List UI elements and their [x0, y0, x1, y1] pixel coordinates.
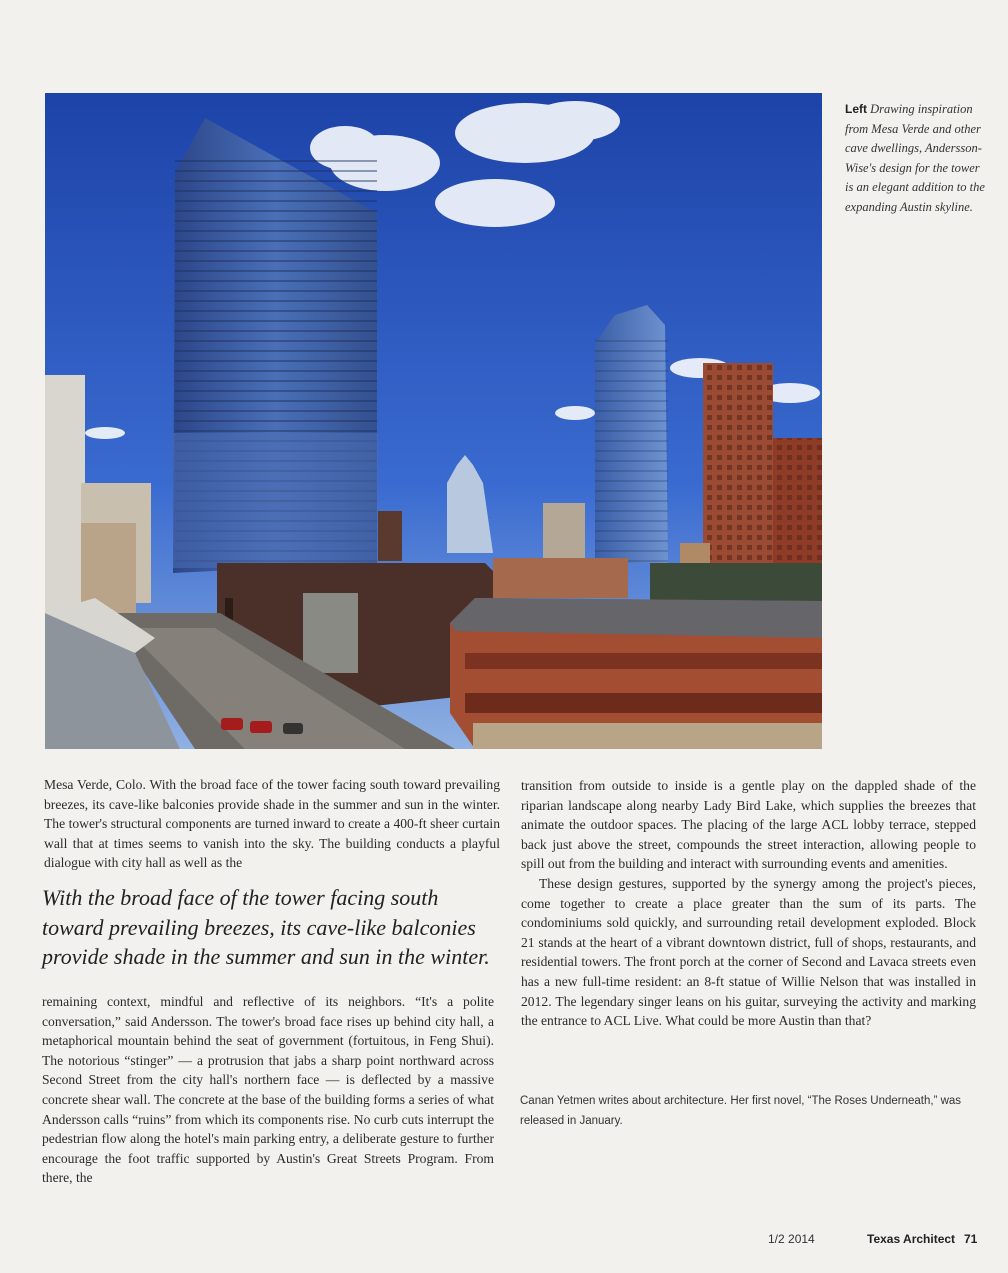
caption-text: Drawing inspiration from Mesa Verde and other cave dwellings, Andersson-Wise's design for the tower is an elegant addition to the expanding Austin skyline. [845, 102, 985, 214]
pull-quote: With the broad face of the tower facing south toward prevailing breezes, its cave-like balconies provide shade in the summer and sun in the winter. [42, 885, 490, 969]
photo-caption [845, 100, 985, 218]
magazine-name: Texas Architect [867, 1232, 956, 1246]
caption-lead: Left [845, 102, 867, 116]
skyline-photo [45, 93, 822, 749]
body-column-2 [521, 776, 976, 1031]
body-paragraph: remaining context, mindful and reflective of its neighbors. “It's a polite conversation,” said Andersson. The tower's broad face rises up behind city hall, a metaphorical mountain behind the seat of government (fortuitous, in Feng Shui). The notorious “stinger” — a protrusion that jabs a sharp point northward across Second Street from the city hall's northern face — is deflected by a massive concrete shear wall. The concrete at the base of the building forms a series of what Andersson calls “ruins” from which its components rise. No curb cuts interrupt the pedestrian flow along the hotel's main parking entry, a deliberate gesture to further encourage the foot traffic supported by Austin's Great Streets Program. From there, the [42, 994, 494, 1186]
author-bio: Canan Yetmen writes about architecture. Her first novel, “The Roses Underneath,” was released in January. [520, 1095, 962, 1127]
page-number: 71 [964, 1232, 978, 1246]
issue-date: 1/2 2014 [768, 1232, 815, 1246]
body-paragraph: Mesa Verde, Colo. With the broad face of the tower facing south toward prevailing breezes, its cave-like balconies provide shade in the summer and sun in the winter. The tower's structural components are turned inward to create a 400-ft sheer curtain wall that at times seems to vanish into the sky. The building conducts a playful dialogue with city hall as well as the [44, 777, 500, 871]
body-column-1-top [44, 775, 500, 873]
body-paragraph: transition from outside to inside is a gentle play on the dappled shade of the riparian landscape along nearby Lady Bird Lake, which supplies the breezes that animate the outdoor spaces. The placing of the large ACL lobby terrace, stepped back just above the street, compounds the street interaction, allowing people to spill out from the building and interact with surrounding events and amenities. [521, 778, 976, 872]
body-column-1-bottom [42, 992, 494, 1188]
body-paragraph: These design gestures, supported by the synergy among the project's pieces, come together to create a place greater than the sum of its parts. The condominiums sold quickly, and surrounding retail development exploded. Block 21 stands at the heart of a vibrant downtown district, full of shops, restaurants, and residential towers. The front porch at the corner of Second and Lavaca streets even has a new full-time resident: an 8-ft statue of Willie Nelson that was installed in 2012. The legendary singer leans on his guitar, surveying the activity and marking the entrance to ACL Live. What could be more Austin than that? [521, 875, 976, 1029]
